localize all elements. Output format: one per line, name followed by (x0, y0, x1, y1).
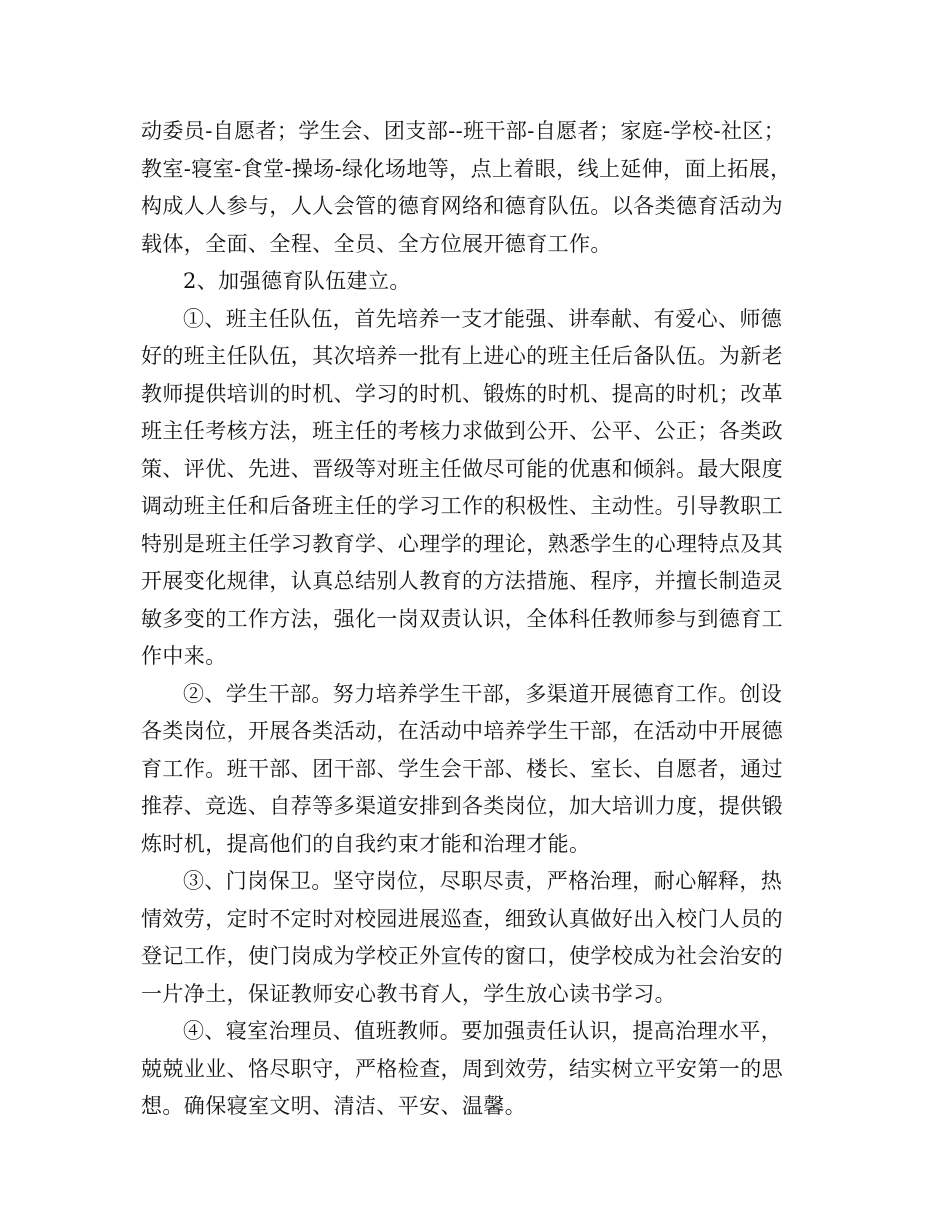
paragraph-start-line: ①、班主任队伍，首先培养一支才能强、讲奉献、有爱心、师德 (183, 306, 783, 331)
text-line: 好的班主任队伍，其次培养一批有上进心的班主任后备队伍。为新老 (141, 344, 783, 368)
text-line: 作中来。 (141, 644, 227, 668)
text-line: 动委员-自愿者；学生会、团支部--班干部-自愿者；家庭-学校-社区； (141, 119, 786, 143)
text-line: 各类岗位，开展各类活动，在活动中培养学生干部，在活动中开展德 (141, 719, 783, 743)
text-line: 一片净土，保证教师安心教书育人，学生放心读书学习。 (141, 981, 676, 1006)
text-line: 策、评优、先进、晋级等对班主任做尽可能的优惠和倾斜。最大限度 (141, 456, 783, 481)
text-line: 育工作。班干部、团干部、学生会干部、楼长、室长、自愿者，通过 (141, 756, 783, 781)
section-heading: 2、加强德育队伍建立。 (183, 269, 411, 293)
paragraph-start-line: ④、寝室治理员、值班教师。要加强责任认识，提高治理水平， (183, 1019, 783, 1043)
text-line: 班主任考核方法，班主任的考核力求做到公开、公平、公正；各类政 (141, 419, 783, 443)
paragraph-start-line: ③、门岗保卫。坚守岗位，尽职尽责，严格治理，耐心解释，热 (183, 869, 783, 893)
text-line: 构成人人参与，人人会管的德育网络和德育队伍。以各类德育活动为 (141, 194, 783, 218)
paragraph-start-line: ②、学生干部。努力培养学生干部，多渠道开展德育工作。创设 (183, 681, 783, 706)
text-line: 兢兢业业、恪尽职守，严格检查，周到效劳，结实树立平安第一的思 (141, 1056, 783, 1081)
text-line: 情效劳，定时不定时对校园进展巡查，细致认真做好出入校门人员的 (141, 906, 783, 931)
text-line: 教室-寝室-食堂-操场-绿化场地等，点上着眼，线上延伸，面上拓展， (141, 156, 792, 181)
text-line: 调动班主任和后备班主任的学习工作的积极性、主动性。引导教职工 (141, 494, 783, 518)
text-line: 敏多变的工作方法，强化一岗双责认识，全体科任教师参与到德育工 (141, 606, 783, 631)
text-line: 炼时机，提高他们的自我约束才能和治理才能。 (141, 831, 591, 856)
text-line: 开展变化规律，认真总结别人教育的方法措施、程序，并擅长制造灵 (141, 569, 783, 593)
text-line: 想。确保寝室文明、清洁、平安、温馨。 (141, 1094, 527, 1118)
text-line: 推荐、竞选、自荐等多渠道安排到各类岗位，加大培训力度，提供锻 (141, 794, 783, 818)
text-line: 登记工作，使门岗成为学校正外宣传的窗口，使学校成为社会治安的 (141, 944, 783, 968)
text-line: 教师提供培训的时机、学习的时机、锻炼的时机、提高的时机；改革 (141, 381, 783, 406)
text-line: 载体，全面、全程、全员、全方位展开德育工作。 (141, 231, 612, 256)
text-line: 特别是班主任学习教育学、心理学的理论，熟悉学生的心理特点及其 (141, 531, 783, 556)
document-body (141, 113, 813, 1126)
